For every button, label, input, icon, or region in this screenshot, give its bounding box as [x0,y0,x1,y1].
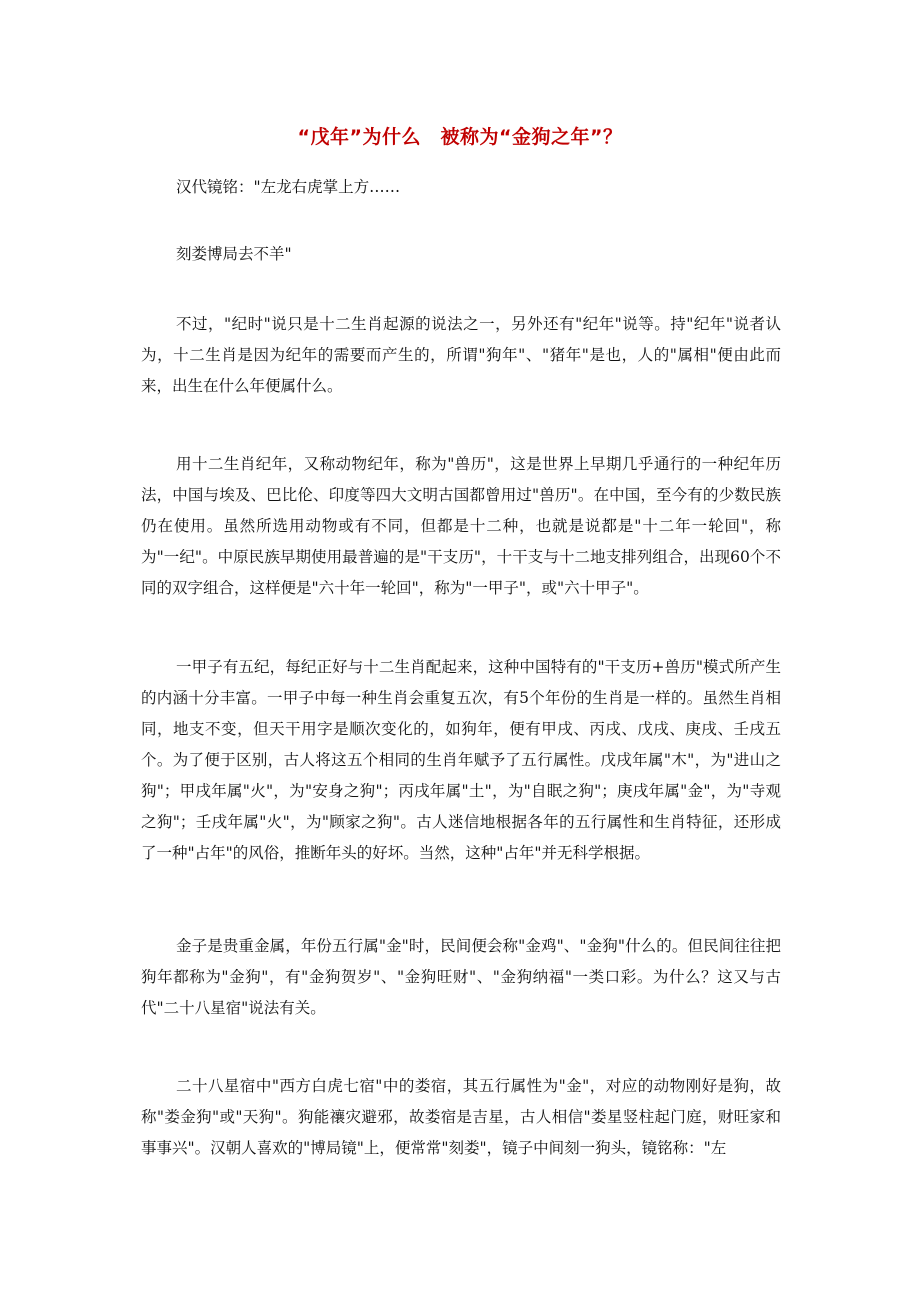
paragraph-year-theory: 不过，"纪时"说只是十二生肖起源的说法之一，另外还有"纪年"说等。持"纪年"说者认为，十二生肖是因为纪年的需要而产生的，所谓"狗年"、"猪年"是也，人的"属相"便由此而来，出生在什么年便属什么。 [141,315,781,395]
paragraph-animal-calendar: 用十二生肖纪年，又称动物纪年，称为"兽历"，这是世界上早期几乎通行的一种纪年历法，中国与埃及、巴比伦、印度等四大文明古国都曾用过"兽历"。在中国，至今有的少数民族仍在使用。虽然所选用动物或有不同，但都是十二种，也就是说都是"十二年一轮回"，称为"一纪"。中原民族早期使用最普遍的是"干支历"，十干支与十二地支排列组合，出现60个不同的双字组合，这样便是"六十年一轮回"，称为"一甲子"，或"六十甲子"。 [141,455,781,597]
paragraph-five-elements: 一甲子有五纪，每纪正好与十二生肖配起来，这种中国特有的"干支历+兽历"模式所产生的内涵十分丰富。一甲子中每一种生肖会重复五次，有5个年份的生肖是一样的。虽然生肖相同，地支不变，但天干用字是顺次变化的，如狗年，便有甲戌、丙戌、戊戌、庚戌、壬戌五个。为了便于区别，古人将这五个相同的生肖年赋予了五行属性。戊戌年属"木"，为"进山之狗"；甲戌年属"火"，为"安身之狗"；丙戌年属"土"，为"自眠之狗"；庚戌年属"金"，为"寺观之狗"；壬戌年属"火"，为"顾家之狗"。古人迷信地根据各年的五行属性和生肖特征，还形成了一种"占年"的风俗，推断年头的好坏。当然，这种"占年"并无科学根据。 [141,658,781,862]
paragraph-28-mansions: 二十八星宿中"西方白虎七宿"中的娄宿，其五行属性为"金"，对应的动物刚好是狗，故称"娄金狗"或"天狗"。狗能禳灾避邪，故娄宿是吉星，古人相信"娄星竖柱起门庭，财旺家和事事兴"。汉朝人喜欢的"博局镜"上，便常常"刻娄"，镜子中间刻一狗头，镜铭称："左 [141,1077,781,1157]
paragraph-golden-dog: 金子是贵重金属，年份五行属"金"时，民间便会称"金鸡"、"金狗"什么的。但民间往往把狗年都称为"金狗"，有"金狗贺岁"、"金狗旺财"、"金狗纳福"一类口彩。为什么？这又与古代"二十八星宿"说法有关。 [141,937,781,1017]
paragraph-mirror-inscription-2: 刻娄博局去不羊" [176,245,292,263]
paragraph-mirror-inscription-1: 汉代镜铭："左龙右虎掌上方…… [176,178,401,196]
page-title: “戊年”为什么 被称为“金狗之年”？ [297,126,623,148]
